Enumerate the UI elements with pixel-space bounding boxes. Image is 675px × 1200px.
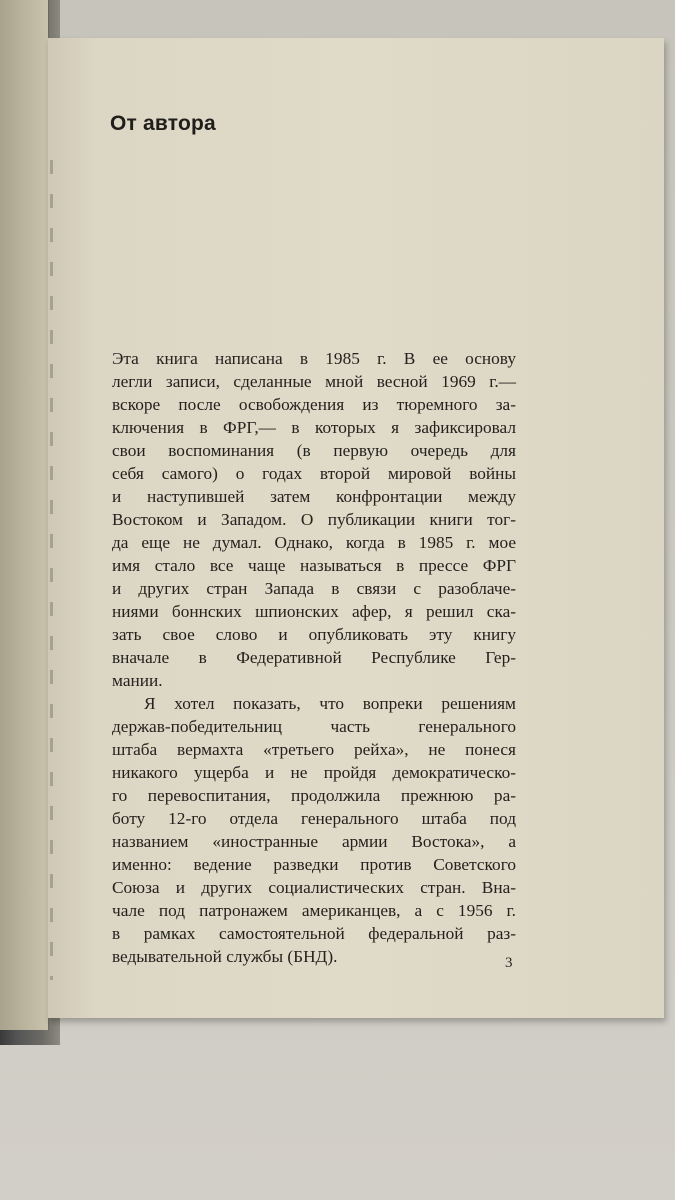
text-line: вначале в Федеративной Республике Гер- <box>112 648 516 667</box>
text-line: Востоком и Западом. О публикации книги тог- <box>112 510 516 529</box>
text-line: именно: ведение разведки против Советского <box>112 855 516 874</box>
text-line: свои воспоминания (в первую очередь для <box>112 441 516 460</box>
body-text <box>112 347 516 968</box>
text-line: в рамках самостоятельной федеральной раз- <box>112 924 516 943</box>
text-line: штаба вермахта «третьего рейха», не понеся <box>112 740 516 759</box>
text-line: зать свое слово и опубликовать эту книгу <box>112 625 516 644</box>
text-line: Союза и других социалистических стран. Вна- <box>112 878 516 897</box>
text-line: ниями боннских шпионских афер, я решил ска- <box>112 602 516 621</box>
text-line: чале под патронажем американцев, а с 1956 г. <box>112 901 516 920</box>
paragraph-1 <box>112 347 516 692</box>
text-line: никакого ущерба и не пройдя демократическо- <box>112 763 516 782</box>
text-line: легли записи, сделанные мной весной 1969 г.— <box>112 372 516 391</box>
text-line: и других стран Запада в связи с разоблаче- <box>112 579 516 598</box>
text-line: го перевоспитания, продолжила прежнюю ра- <box>112 786 516 805</box>
text-line: боту 12-го отдела генерального штаба под <box>112 809 516 828</box>
binding-stitches <box>50 160 53 980</box>
paragraph-2 <box>112 692 516 968</box>
previous-page-edge <box>0 0 49 1030</box>
text-line: Эта книга написана в 1985 г. В ее основу <box>112 349 516 368</box>
text-line: да еще не думал. Однако, когда в 1985 г. мое <box>112 533 516 552</box>
text-line: держав-победительниц часть генерального <box>112 717 516 736</box>
text-line: ключения в ФРГ,— в которых я зафиксировал <box>112 418 516 437</box>
text-line: Я хотел показать, что вопреки решениям <box>144 694 516 713</box>
text-line: себя самого) о годах второй мировой войны <box>112 464 516 483</box>
text-line: и наступившей затем конфронтации между <box>112 487 516 506</box>
page-number: 3 <box>505 955 513 971</box>
text-line: ведывательной службы (БНД). <box>112 947 338 966</box>
text-line: названием «иностранные армии Востока», а <box>112 832 516 851</box>
page-title: От автора <box>110 112 216 135</box>
text-line: мании. <box>112 671 163 690</box>
text-line: имя стало все чаще называться в прессе ФРГ <box>112 556 516 575</box>
text-line: вскоре после освобождения из тюремного за- <box>112 395 516 414</box>
